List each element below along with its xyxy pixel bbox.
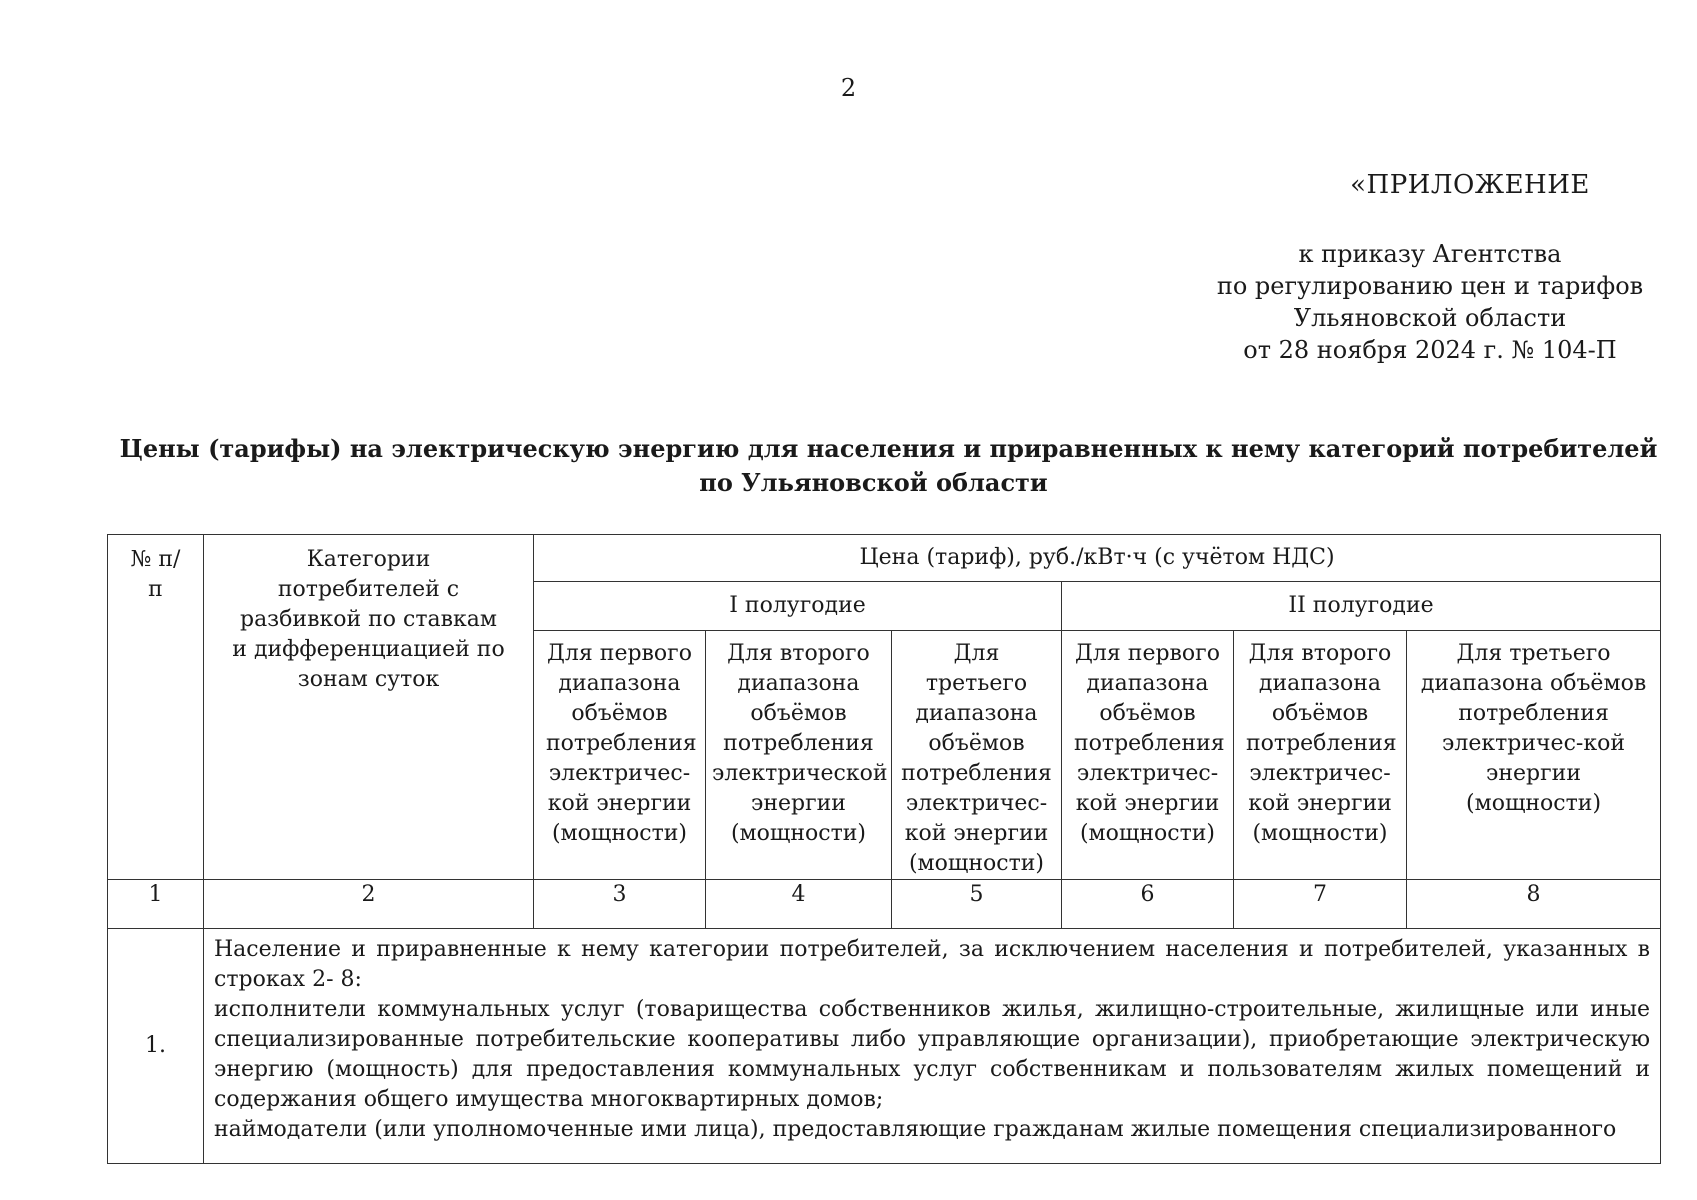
row-paragraph: исполнители коммунальных услуг (товарищества собственников жилья, жилищно-строительные, жилищные или иные специализированные потребительские кооперативы либо управляющие организации), приобретающие электрическую энергию (мощность) для предоставления коммунальных услуг собственникам и пользователям жилых помещений и содержания общего имущества многоквартирных домов; [214, 997, 1651, 1112]
header-second-half: II полугодие [1062, 582, 1661, 631]
header-sub-label: Для первого диапазона объёмов потребления электричес-кой энергии (мощности) [1074, 641, 1225, 846]
row-paragraph: наймодатели (или уполномоченные ими лица), предоставляющие гражданам жилые помещения специализированного [214, 1117, 1617, 1142]
appendix-line: к приказу Агентства [1298, 240, 1562, 268]
header-sub-cell [1407, 631, 1661, 880]
page-number: 2 [840, 74, 857, 102]
header-number-cell [108, 535, 204, 880]
header-number-label: № п/п [130, 547, 181, 602]
row-paragraph: Население и приравненные к нему категории потребителей, за исключением населения и потребителей, указанных в строках 2- 8: [214, 937, 1651, 992]
header-sub-label: Для второго диапазона объёмов потребления электричес-кой энергии (мощности) [1246, 641, 1397, 846]
header-category-label: Категории потребителей с разбивкой по ставкам и дифференциацией по зонам суток [232, 547, 505, 692]
header-sub-cell [706, 631, 892, 880]
title-line: по Ульяновской области [699, 468, 1048, 497]
column-index: 1 [108, 880, 204, 929]
appendix-line: от 28 ноября 2024 г. № 104-П [1243, 336, 1617, 364]
column-index: 7 [1234, 880, 1407, 929]
appendix-line: по регулированию цен и тарифов [1216, 272, 1644, 300]
header-category-cell [204, 535, 534, 880]
column-index: 3 [534, 880, 706, 929]
header-sub-cell [1062, 631, 1234, 880]
header-sub-cell [534, 631, 706, 880]
table-row [108, 929, 1661, 1164]
document-title [0, 432, 1697, 500]
row-description [204, 929, 1661, 1164]
column-index: 2 [204, 880, 534, 929]
column-index: 8 [1407, 880, 1661, 929]
header-sub-cell [892, 631, 1062, 880]
header-sub-label: Для первого диапазона объёмов потребления электричес-кой энергии (мощности) [546, 641, 697, 846]
column-index: 5 [892, 880, 1062, 929]
header-first-half: I полугодие [534, 582, 1062, 631]
header-sub-label: Для третьего диапазона объёмов потребления электричес-кой энергии (мощности) [1420, 641, 1647, 816]
header-sub-label: Для второго диапазона объёмов потребления электрической энергии (мощности) [712, 641, 888, 846]
tariff-table [107, 534, 1661, 1164]
header-sub-label: Для третьего диапазона объёмов потребления электричес-кой энергии (мощности) [901, 641, 1052, 876]
column-index-row [108, 880, 1661, 929]
row-number: 1. [108, 929, 204, 1164]
title-line: Цены (тарифы) на электрическую энергию для населения и приравненных к нему категорий потребителей [119, 434, 1658, 463]
header-price: Цена (тариф), руб./кВт·ч (с учётом НДС) [534, 535, 1661, 582]
appendix-reference [1170, 238, 1690, 366]
column-index: 4 [706, 880, 892, 929]
appendix-heading: «ПРИЛОЖЕНИЕ [1350, 170, 1590, 200]
column-index: 6 [1062, 880, 1234, 929]
appendix-line: Ульяновской области [1293, 304, 1567, 332]
header-sub-cell [1234, 631, 1407, 880]
